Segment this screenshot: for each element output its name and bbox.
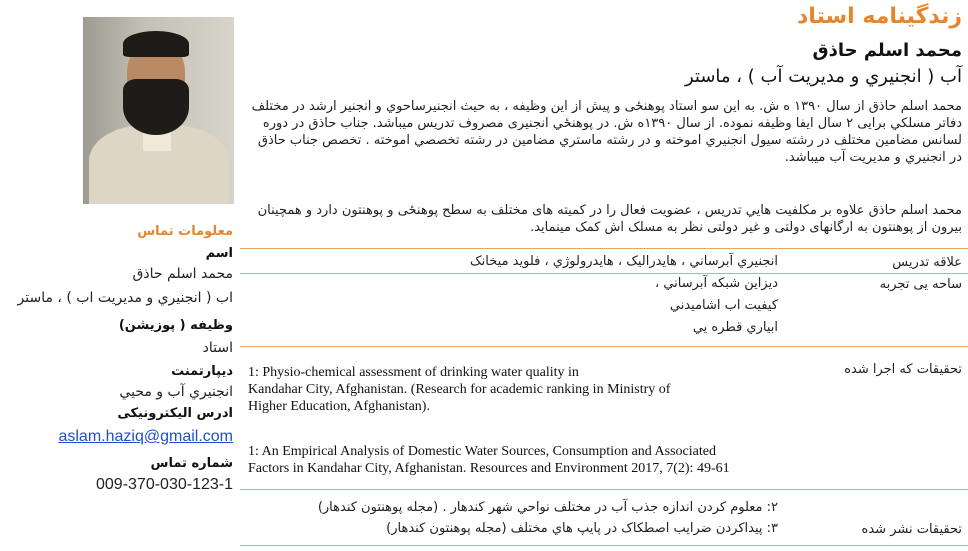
teacher-name: محمد اسلم حاذق [812,40,962,61]
divider [240,248,968,249]
divider [240,545,968,546]
published-item: ۳: پيداکردن ضرايب اصطکاک در پايپ هاي مختلف (مجله پوهنتون کندهار) [386,521,778,536]
contact-phone-label: شماره تماس [150,456,233,471]
teaching-interest-value: انجنيري آبرساني ، هايدراليک ، هايدرولوژي ، فلويد ميخانک [470,254,778,269]
contact-name-value: محمد اسلم حاذق [132,266,233,282]
contact-name-label: اسم [205,246,233,261]
contact-degree-value: اب ( انجنيري و مديريت اب ) ، ماستر [17,290,233,306]
published-research-label: تحقیقات نشر شده [861,522,962,537]
contact-email-label: ادرس الیکترونیکی [117,406,233,421]
profile-photo [83,17,234,204]
research-item: 1: An Empirical Analysis of Domestic Water Sources, Consumption and Associated Factors in Kandahar City, Afghanistan. Resources and Environment 2017, 7(2): 49-61 [248,444,730,476]
contact-department-value: انجنيري آب و محيي [119,384,233,400]
teacher-degree: آب ( انجنيري و مديريت آب ) ، ماستر [684,66,962,87]
experience-item: ديزاين شبکه آبرساني ، [655,276,778,291]
research-done-label: تحقیقات که اجرا شده [844,362,962,377]
experience-item: ابياري قطره يي [692,320,778,335]
divider [240,346,968,347]
contact-heading: معلومات تماس [137,224,233,239]
experience-item: کيفيت اب اشاميدني [669,298,778,313]
bio-paragraph-1: محمد اسلم حاذق از سال ۱۳۹۰ ه ش. به این سو استاد پوهنځی و پیش از این وظیفه ، به حیث انجنیرساحوي و انجنیر ارشد در مختلف دفاتر مسلکي برایی ۲ سال ایفا وظیفه نموده. از سال ۱۳۹۰ه ش. در پوهنځي انجنیری مصروف تدریس میباشد. جناب حاذق در دوره لسانس مضامین مختلف در رشته سیول انجنیري اموخته و در رشته ماستري مضامین در رشته تخصصي اموخته . تخصص جناب حاذق در انجنیري و مدیریت آب میباشد. [251,99,962,165]
contact-position-value: استاد [202,340,233,356]
divider [240,273,968,274]
teaching-interest-label: علاقه تدریس [892,255,962,270]
contact-position-label: وظیفه ( پوزیشن) [118,318,233,333]
bio-paragraph-2: محمد اسلم حاذق علاوه بر مکلفیت هایي تدریس ، عضویت فعال را در کمیته های مختلف به سطح پوهنځی و پوهنتون دارد و همچینان بیرون از پوهنتون به ارگانهای دولتی و غیر دولتی نظر به مسلک اش کمک مینماید. [257,203,962,235]
research-item: 1: Physio-chemical assessment of drinking water quality in Kandahar City, Afghanistan. (Research for academic ranking in Ministry of Higher Education, Afghanistan). [248,365,671,414]
experience-area-label: ساحه یی تجربه [879,277,962,292]
contact-department-label: دیپارتمنت [171,364,233,379]
page-title: زندگینامه استاد [797,4,962,29]
contact-email-link[interactable]: aslam.haziq@gmail.com [58,428,233,445]
published-item: ۲: معلوم کردن اندازه جذب آب در مختلف نواحي شهر کندهار . (مجله پوهنتون کندهار) [317,500,778,515]
contact-phone-value: 009-370-030-123-1 [96,476,233,493]
divider [240,489,968,490]
